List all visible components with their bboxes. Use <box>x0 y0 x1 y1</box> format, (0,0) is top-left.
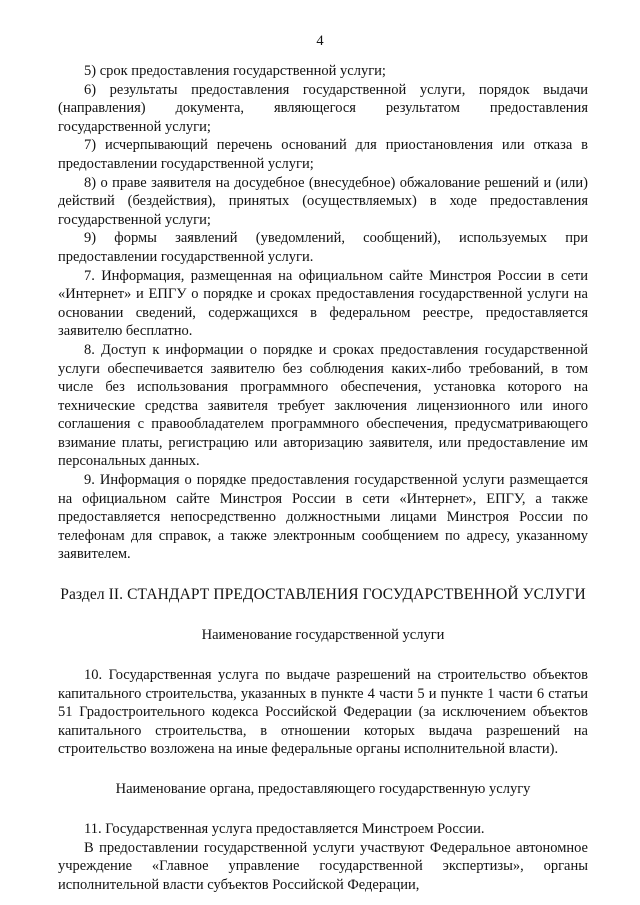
document-body <box>58 62 588 894</box>
paragraph-9: 9. Информация о порядке предоставления государственной услуги размещается на официальном сайте Минстроя России в сети «Интернет», ЕПГУ, а также предоставляется непосредственно должностными лицами Минстроя России по телефонам для справок, а также электронным сообщением по адресу, указанному заявителем. <box>58 472 588 563</box>
paragraph-10: 10. Государственная услуга по выдаче разрешений на строительство объектов капитального строительства, указанных в пункте 4 части 5 и пункте 1 части 6 статьи 51 Градостроительного кодекса Российской Федерации (за исключением объектов капитального строительства, в отношении которых выдача разрешений на строительство возложена на иные федеральные органы исполнительной власти). <box>58 667 588 758</box>
page-number: 4 <box>316 33 324 49</box>
paragraph-11-continued: В предоставлении государственной услуги участвуют Федеральное автономное учреждение «Главное управление государственной экспертизы», органы исполнительной власти субъектов Российской Федерации, <box>58 839 588 893</box>
subheading-service-name: Наименование государственной услуги <box>201 627 445 644</box>
list-item-6: 6) результаты предоставления государственной услуги, порядок выдачи (направления) документа, являющегося результатом предоставления государственной услуги; <box>58 81 588 135</box>
list-item-5: 5) срок предоставления государственной услуги; <box>84 63 386 79</box>
paragraph-7: 7. Информация, размещенная на официальном сайте Минстроя России в сети «Интернет» и ЕПГУ о порядке и сроках предоставления государственной услуги на основании сведений, содержащихся в федеральном реестре, предоставляется заявителю бесплатно. <box>58 267 588 340</box>
section-title: Раздел II. СТАНДАРТ ПРЕДОСТАВЛЕНИЯ ГОСУДАРСТВЕННОЙ УСЛУГИ <box>60 586 586 604</box>
paragraph-8: 8. Доступ к информации о порядке и сроках предоставления государственной услуги обеспечивается заявителю без соблюдения каких-либо требований, в том числе без использования программного обеспечения, установка которого на технические средства заявителя требует заключения лицензионного или иного соглашения с правообладателем программного обеспечения, предусматривающего взимание платы, регистрацию или авторизацию заявителя, или предоставление им персональных данных. <box>58 341 588 470</box>
subheading-authority-name: Наименование органа, предоставляющего государственную услугу <box>115 781 531 797</box>
paragraph-11: 11. Государственная услуга предоставляется Минстроем России. <box>84 821 485 837</box>
list-item-7: 7) исчерпывающий перечень оснований для приостановления или отказа в предоставлении государственной услуги; <box>58 137 588 172</box>
list-item-8: 8) о праве заявителя на досудебное (внесудебное) обжалование решений и (или) действий (бездействия), принятых (осуществляемых) в ходе предоставления государственной услуги; <box>58 174 588 228</box>
list-item-9: 9) формы заявлений (уведомлений, сообщений), используемых при предоставлении государственной услуги. <box>58 230 588 265</box>
